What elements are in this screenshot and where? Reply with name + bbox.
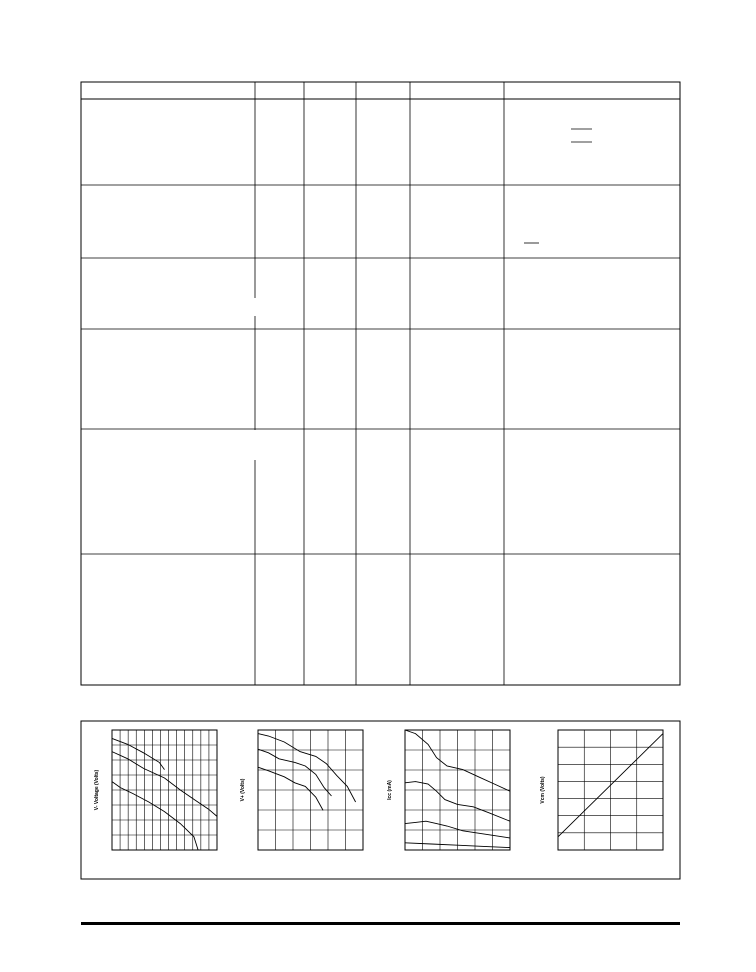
y-axis-label: V- Voltage (Volts) <box>94 769 100 811</box>
y-axis-label: Icc (mA) <box>387 780 393 800</box>
chart-2 <box>240 730 363 850</box>
series-line-3 <box>258 767 323 810</box>
y-axis-label: V+ (Volts) <box>240 778 246 802</box>
series-line-2 <box>112 752 217 817</box>
chart-3 <box>387 730 510 850</box>
series-line-3 <box>112 782 198 850</box>
y-axis-label: Vcm (Volts) <box>540 776 546 804</box>
spec-table <box>81 82 680 685</box>
footer-rule <box>81 922 680 925</box>
charts-panel <box>94 730 663 850</box>
chart-1 <box>94 730 217 850</box>
series-line-1 <box>258 734 356 802</box>
chart-4 <box>540 730 663 850</box>
table-border <box>81 82 680 685</box>
series-line-2 <box>258 749 332 796</box>
